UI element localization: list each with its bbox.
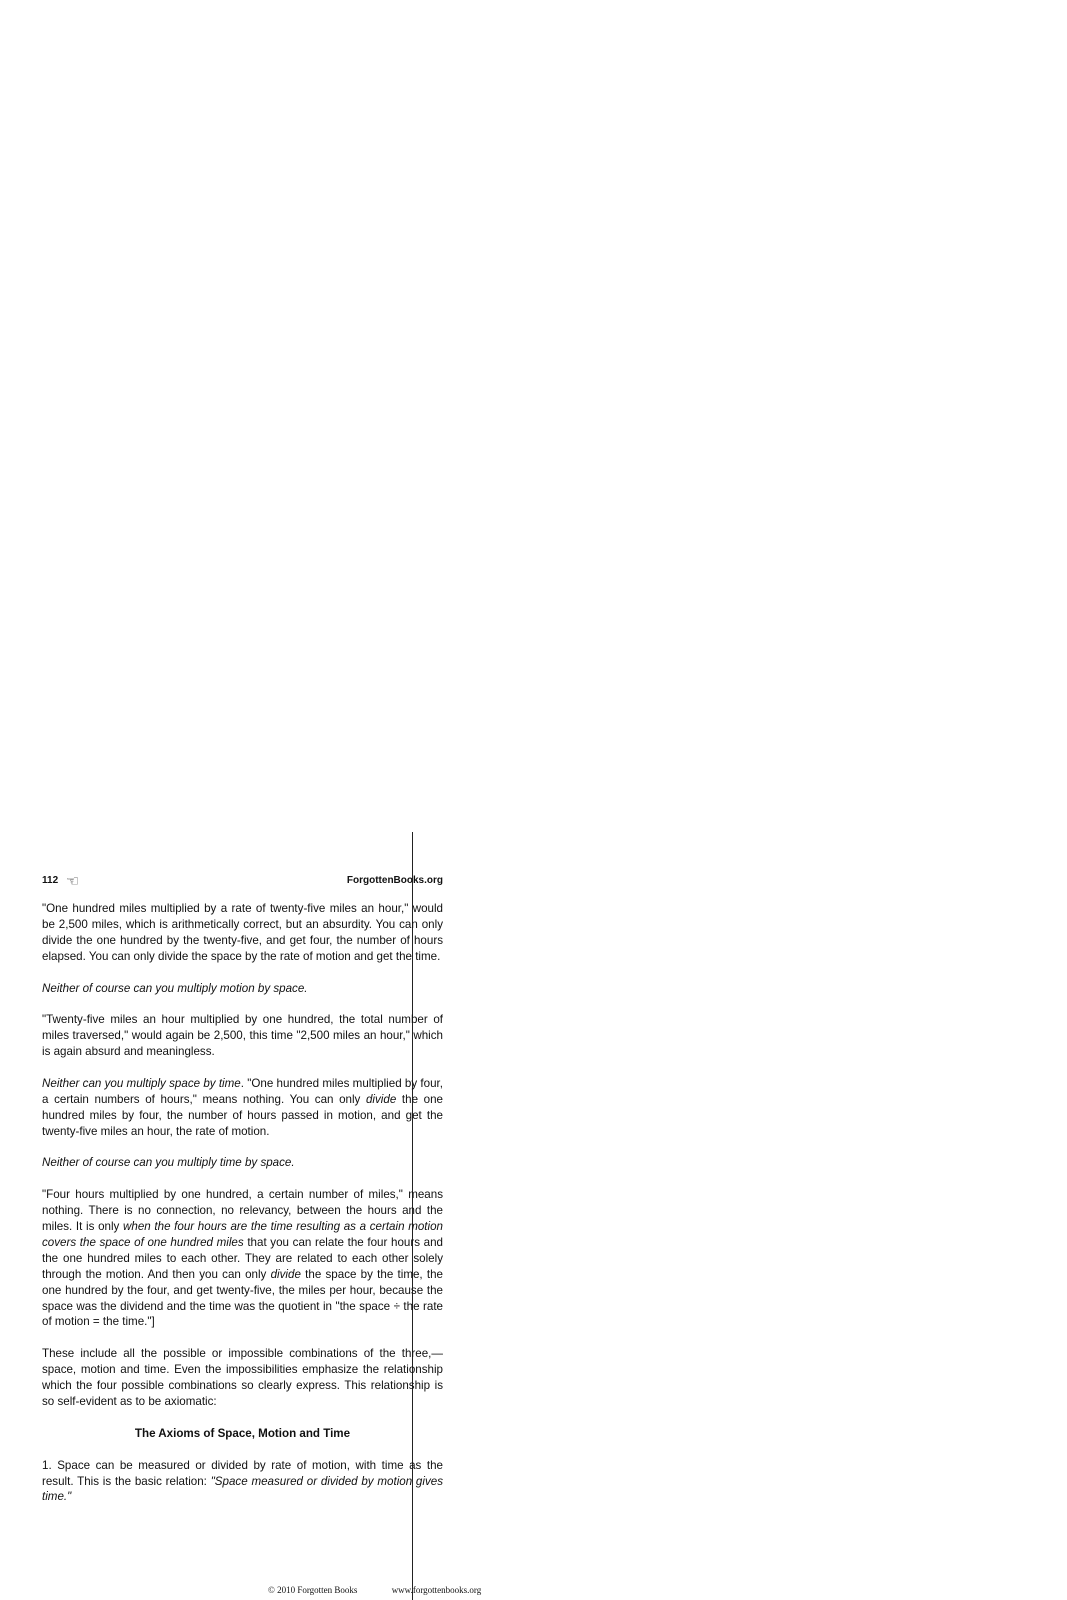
pointing-hand-icon: ☜ <box>66 873 80 890</box>
footer-url[interactable]: www.forgottenbooks.org <box>391 1585 482 1595</box>
paragraph-6-italic-divide: divide <box>270 1267 301 1281</box>
footer-copyright: © 2010 Forgotten Books <box>268 1585 358 1595</box>
page-body <box>42 901 443 1521</box>
axiom-1-italic: "Space measured or divided by motion gives time." <box>42 1474 443 1504</box>
paragraph-4-italic-lead: Neither can you multiply space by time <box>42 1076 241 1090</box>
paragraph-3: "Twenty-five miles an hour multiplied by one hundred, the total number of miles traversed," would again be 2,500, this time "2,500 miles an hour," which is again absurd and meaningless. <box>42 1013 443 1059</box>
paragraph-5: Neither of course can you multiply time by space. <box>42 1156 295 1170</box>
axiom-1 <box>42 1458 443 1506</box>
page-footer <box>268 1585 481 1595</box>
section-heading: The Axioms of Space, Motion and Time <box>134 1426 351 1440</box>
paragraph-7: These include all the possible or impossible combinations of the three,—space, motion and time. Even the impossibilities emphasize the relationship which the four possible combinations so clearly express. This relationship is so self-evident as to be axiomatic: <box>42 1347 443 1408</box>
page-number: 112 <box>42 875 59 886</box>
page-header <box>42 872 443 890</box>
paragraph-4-italic-divide: divide <box>365 1092 397 1106</box>
paragraph-2: Neither of course can you multiply motion by space. <box>42 981 308 995</box>
paragraph-6-text-end: the space by the time, the one hundred by the four, and get twenty-five, the miles per hour, because the space was the dividend and the time was the quotient in "the space ÷ the rate of motion = the time."] <box>42 1267 444 1329</box>
paragraph-4 <box>42 1076 443 1140</box>
paragraph-4-text-end: the one hundred miles by four, the number of hours passed in motion, and get the twenty-five miles an hour, the rate of motion. <box>42 1092 443 1138</box>
paragraph-6-text-mid: that you can relate the four hours and the one hundred miles to each other. They are related to each other solely through the motion. And then you can only <box>42 1235 443 1281</box>
paragraph-6-text: "Four hours multiplied by one hundred, a certain number of miles," means nothing. There is no connection, no relevancy, between the hours and the miles. It is only <box>42 1188 443 1234</box>
axiom-1-text: 1. Space can be measured or divided by rate of motion, with time as the result. This is the basic relation: <box>42 1458 443 1488</box>
paragraph-6-italic: when the four hours are the time resulting as a certain motion covers the space of one hundred miles <box>42 1220 443 1249</box>
paragraph-4-text: . "One hundred miles multiplied by four, a certain numbers of hours," means nothing. You can only <box>42 1076 443 1106</box>
paragraph-6 <box>42 1187 443 1330</box>
paragraph-1: "One hundred miles multiplied by a rate of twenty-five miles an hour," would be 2,500 miles, which is arithmetically correct, but an absurdity. You can only divide the one hundred by the twenty-five, and get four, the number of hours elapsed. You can only divide the space by the rate of motion and get the time. <box>42 902 443 963</box>
header-site-name: ForgottenBooks.org <box>346 875 443 886</box>
